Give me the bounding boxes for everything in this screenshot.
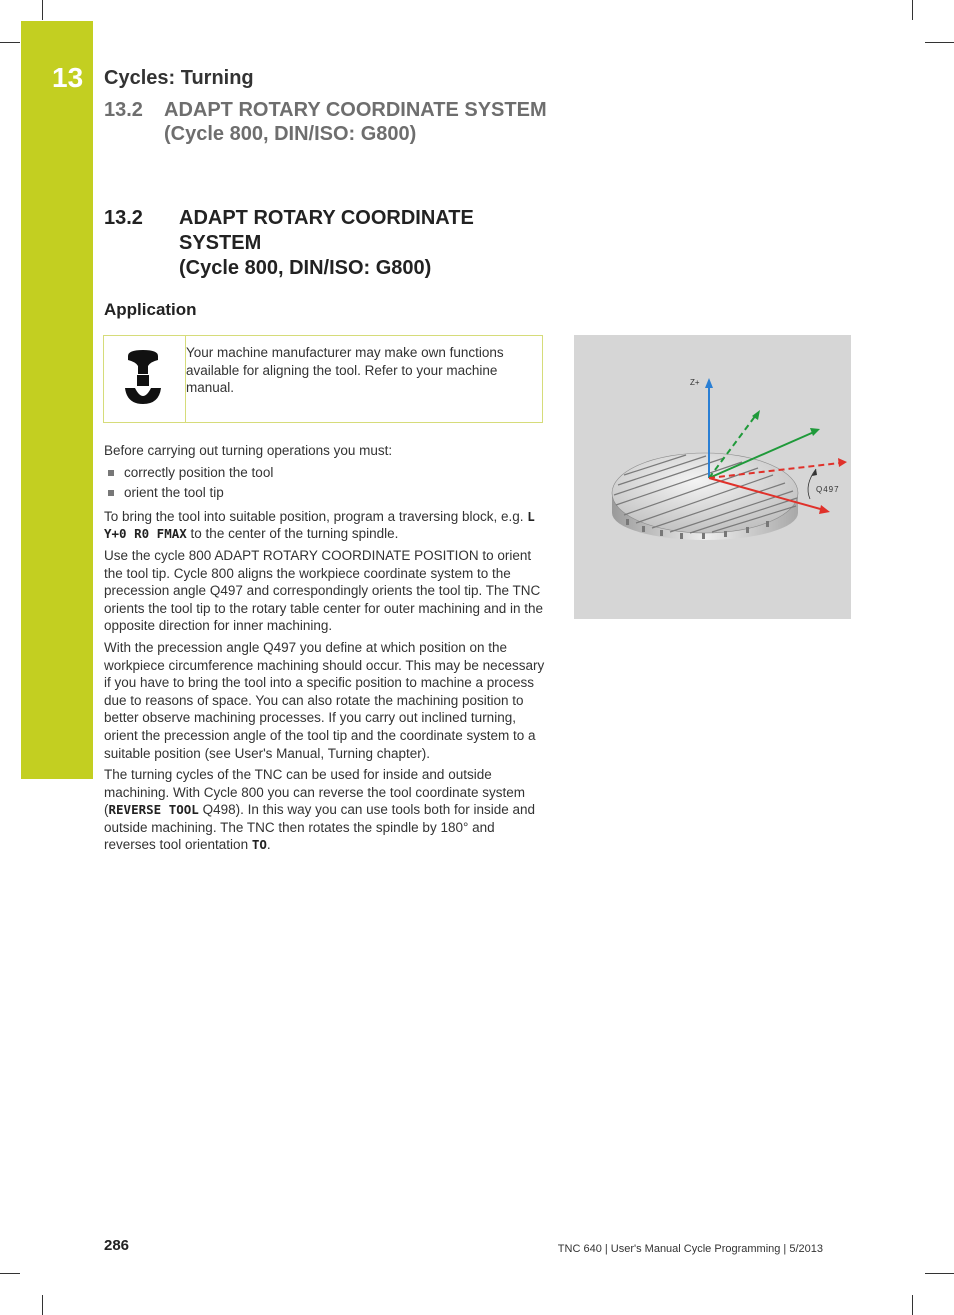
- list-item: correctly position the tool: [104, 464, 546, 482]
- code-traverse-block: L Y+0 R0 FMAX: [104, 508, 535, 542]
- running-header-section: [104, 98, 547, 146]
- text-span: The turning cycles of the TNC can be used for inside and outside machining. With Cycle 800 you can reverse the tool coordinate system (: [104, 767, 525, 818]
- note-text: Your machine manufacturer may make own functions available for aligning the tool. Refer to your machine manual.: [186, 345, 504, 395]
- section-heading: [104, 206, 509, 281]
- rotary-table-figure: [574, 335, 851, 619]
- requirements-list: [104, 464, 546, 502]
- machine-manufacturer-icon: [122, 348, 164, 404]
- text-span: .: [266, 837, 271, 853]
- crop-mark: [0, 42, 20, 43]
- note-box: [103, 335, 543, 423]
- paragraph-traverse: [104, 508, 546, 543]
- chapter-title: Cycles: Turning: [104, 67, 254, 89]
- section-title-line3: (Cycle 800, DIN/ISO: G800): [179, 257, 432, 279]
- crop-mark: [0, 1273, 20, 1274]
- crop-mark: [42, 1295, 43, 1315]
- paragraph-cycle800: Use the cycle 800 ADAPT ROTARY COORDINATE POSITION to orient the tool tip. Cycle 800 aligns the workpiece coordinate system to the precession angle Q497 and correspondingly orients the tool tip. The TNC orients the tool tip to the rotary table center for outer machining and in the opposite direction for inner machining.: [104, 547, 544, 634]
- red-solid-arrowhead: [819, 505, 830, 514]
- paragraph-reverse-tool: [104, 766, 546, 854]
- z-axis-arrowhead: [705, 378, 713, 388]
- red-dashed-arrowhead: [838, 458, 847, 467]
- text-span: to the center of the turning spindle.: [186, 526, 399, 542]
- code-to: TO: [251, 837, 267, 853]
- running-header-number: 13.2: [104, 99, 143, 121]
- footer-text: TNC 640 | User's Manual Cycle Programming | 5/2013: [557, 1243, 823, 1255]
- text-span: To bring the tool into suitable position, program a traversing block, e.g.: [104, 508, 528, 524]
- green-solid-arrowhead: [810, 428, 820, 436]
- paragraph-precession: With the precession angle Q497 you define at which position on the workpiece circumference machining should occur. This may be necessary if you have to bring the tool into a specific position to machine a process due to reasons of space. You can also rotate the machining position to better observe machining processes. If you carry out inclined turning, orient the precession angle of the tool tip and the coordinate system to a suitable position (see User's Manual, Turning chapter).: [104, 639, 545, 761]
- crop-mark: [912, 1295, 913, 1315]
- chapter-number: 13: [52, 62, 84, 93]
- section-title-line1: ADAPT ROTARY COORDINATE: [179, 207, 474, 229]
- z-axis-label: Z+: [690, 378, 700, 387]
- running-header-title-line2: (Cycle 800, DIN/ISO: G800): [164, 123, 417, 145]
- crop-mark: [912, 0, 913, 20]
- running-header-title-line1: ADAPT ROTARY COORDINATE SYSTEM: [164, 99, 547, 121]
- rotary-table-illustration: [574, 335, 851, 619]
- code-reverse-tool: REVERSE TOOL: [108, 802, 199, 818]
- section-title-line2: SYSTEM: [179, 232, 262, 254]
- intro-paragraph: Before carrying out turning operations you must:: [104, 443, 393, 458]
- crop-mark: [42, 0, 43, 20]
- text-span: Q498). In this way you can use tools both for inside and outside machining. The TNC then rotates the spindle by 180° and reverses tool orientation: [104, 802, 536, 853]
- body-text: [104, 442, 546, 858]
- angle-label: Q497: [816, 485, 840, 494]
- subsection-heading: Application: [104, 300, 197, 319]
- list-item: orient the tool tip: [104, 484, 546, 502]
- crop-mark: [925, 1273, 954, 1274]
- chapter-tab: [21, 21, 93, 779]
- section-number: 13.2: [104, 207, 143, 229]
- page-number: 286: [104, 1237, 130, 1254]
- crop-mark: [925, 42, 954, 43]
